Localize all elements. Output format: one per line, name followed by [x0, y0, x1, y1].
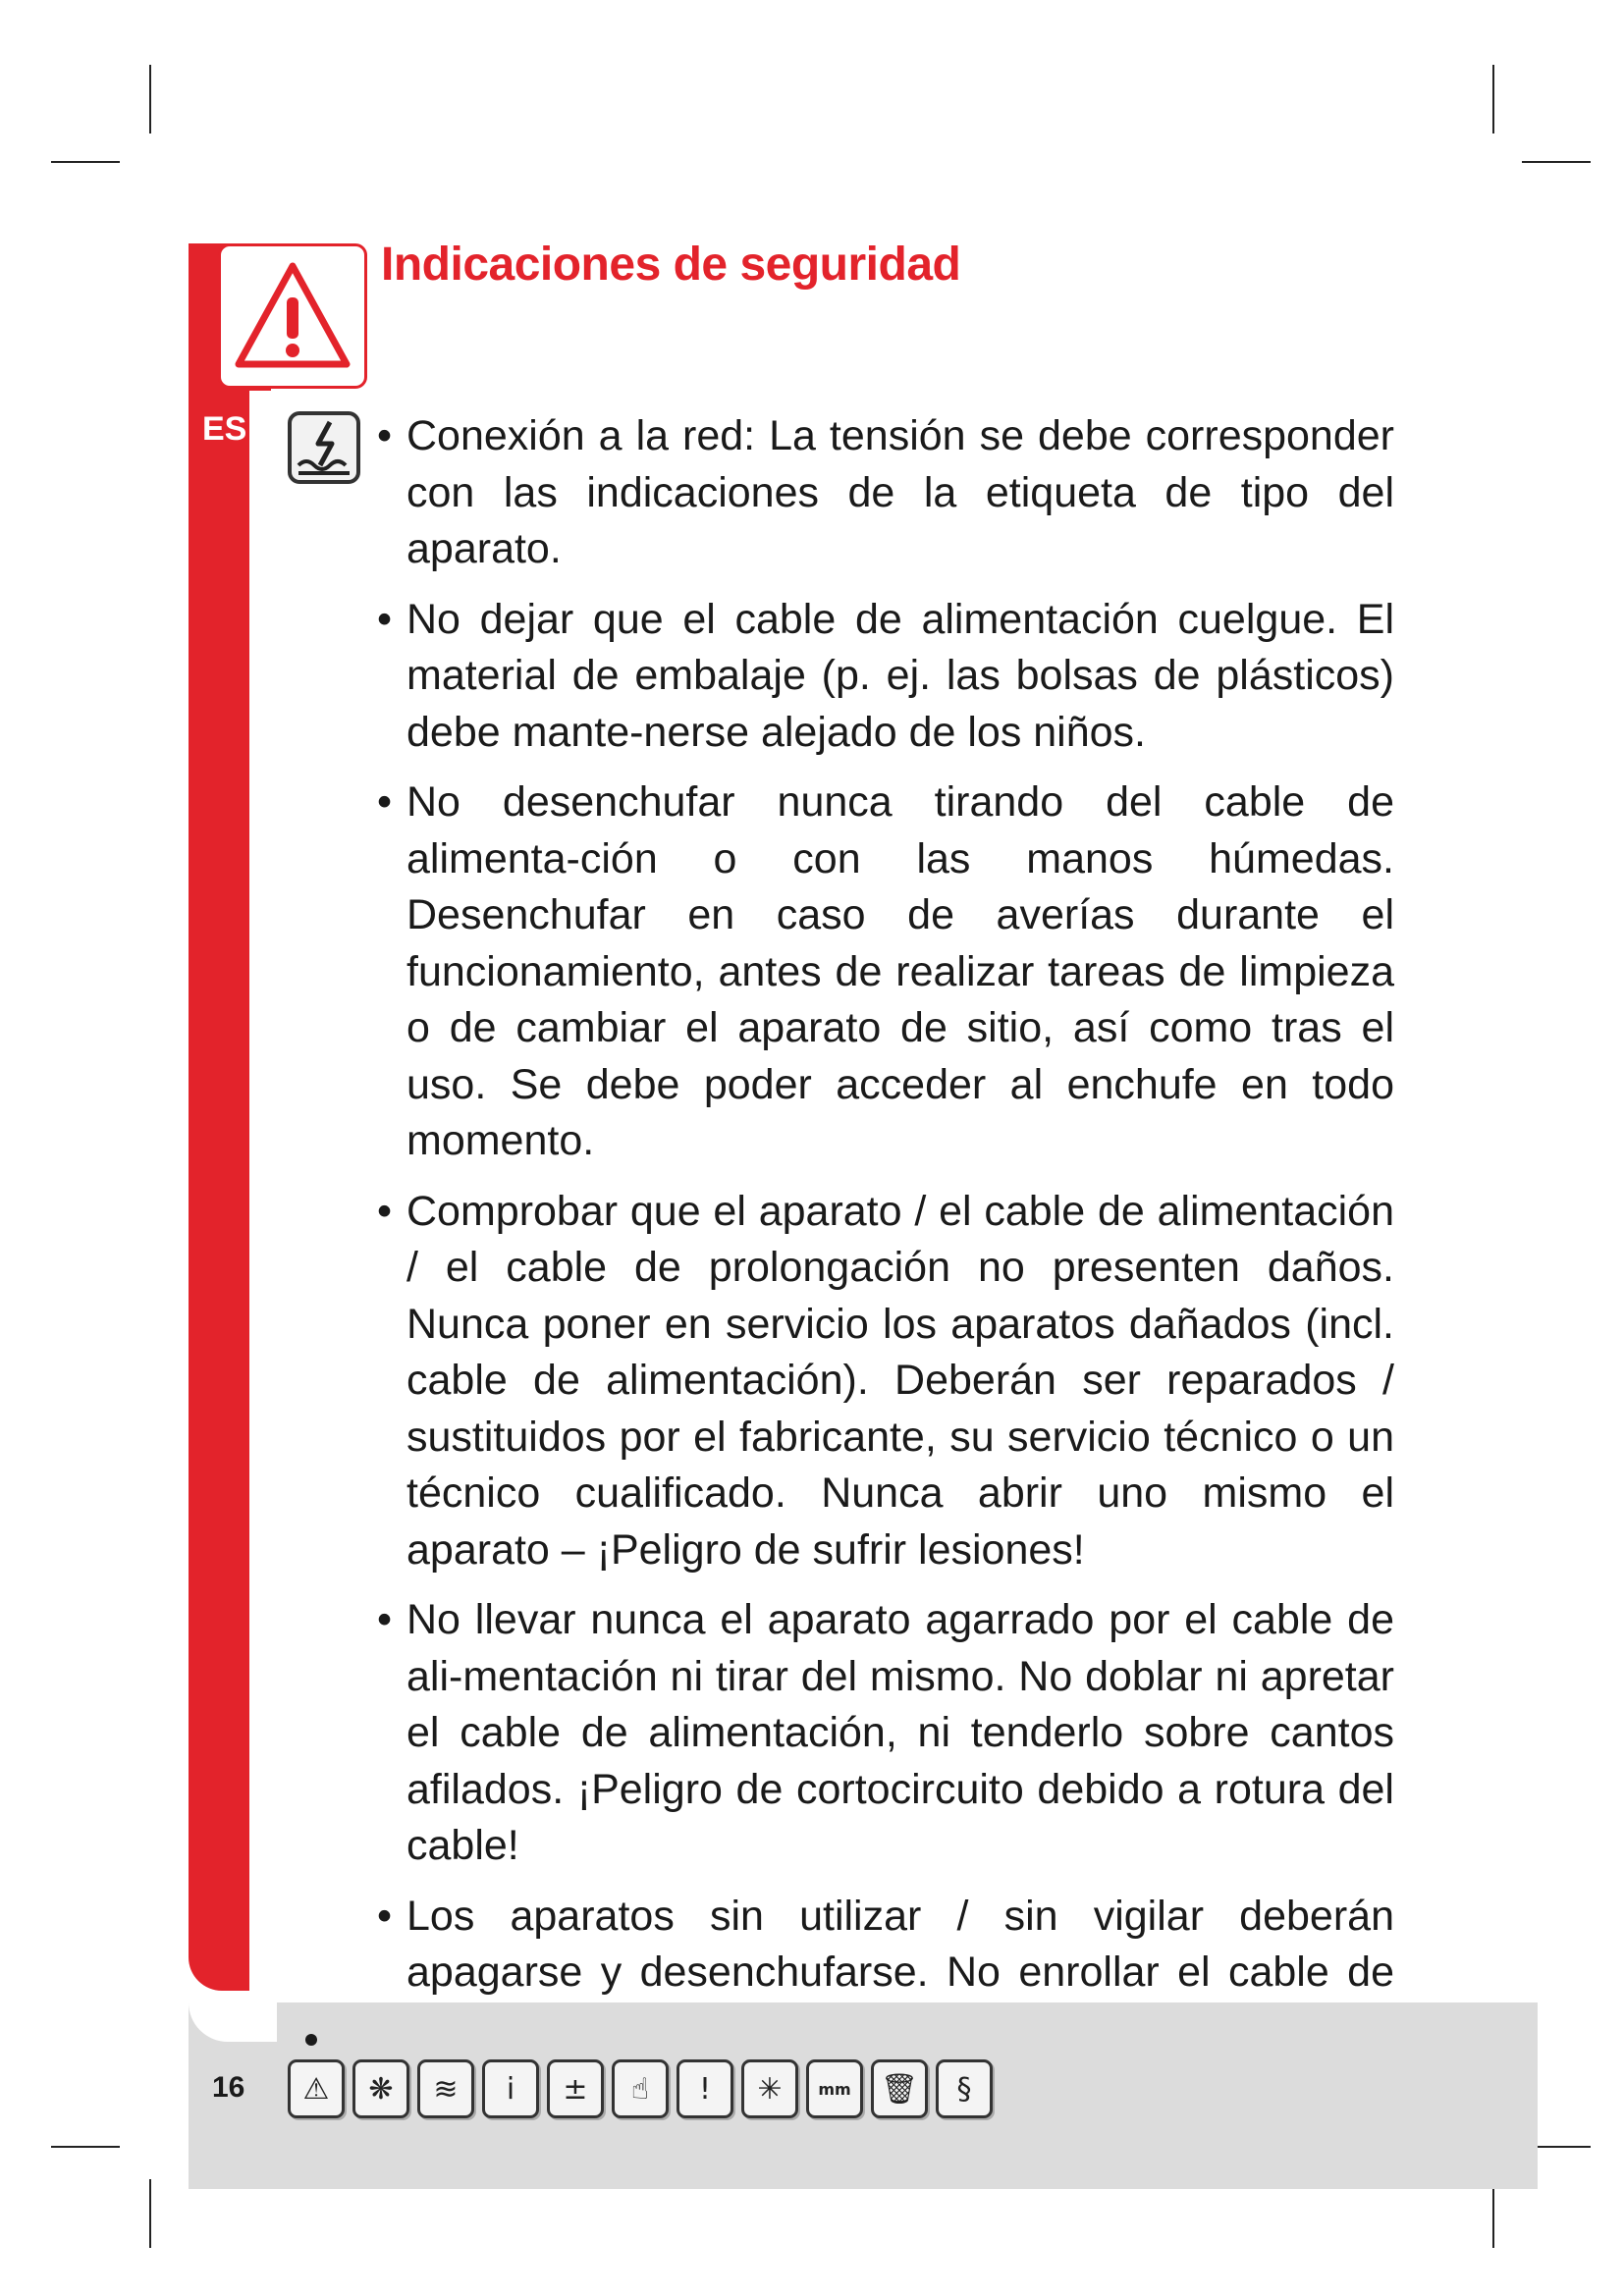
crop-mark	[1492, 2179, 1494, 2248]
list-item: • Conexión a la red: La tensión se debe corresponder con las indicaciones de la etiqueta de tipo del aparato.	[377, 412, 1394, 572]
plus-minus-icon[interactable]: ±	[547, 2059, 604, 2118]
section-nav-icons	[288, 2059, 993, 2118]
trash-icon[interactable]: 🗑	[871, 2059, 928, 2118]
fan-icon[interactable]: ❋	[352, 2059, 409, 2118]
page-number: 16	[212, 2071, 245, 2104]
crop-mark	[1492, 65, 1494, 133]
language-label: ES	[202, 410, 247, 448]
ruler-icon[interactable]: mm	[806, 2059, 863, 2118]
page-title: Indicaciones de seguridad	[381, 239, 961, 291]
crop-mark	[149, 65, 151, 133]
section-icon[interactable]: §	[936, 2059, 993, 2118]
heat-waves-icon[interactable]: ≋	[417, 2059, 474, 2118]
exclamation-icon[interactable]: !	[677, 2059, 733, 2118]
list-item: • No desenchufar nunca tirando del cable de alimenta-ción o con las manos húmedas. Desenchufar en caso de averías durante el funcionamiento, antes de realizar tareas de limpieza o de cambiar el aparato de sitio, así como tras el uso. Se debe poder acceder al enchufe en todo momento.	[377, 778, 1394, 1164]
language-side-bar	[189, 243, 249, 1991]
safety-instructions	[377, 408, 1394, 2071]
crop-mark	[51, 2146, 120, 2148]
hand-icon[interactable]: ☝	[612, 2059, 669, 2118]
snowflake-icon[interactable]: ✳	[741, 2059, 798, 2118]
warning-triangle-icon	[218, 243, 367, 389]
crop-mark	[1522, 161, 1591, 163]
electric-shock-water-icon	[287, 410, 363, 487]
list-item: • No llevar nunca el aparato agarrado por el cable de ali-mentación ni tirar del mismo. No doblar ni apretar el cable de alimentación, ni tenderlo sobre cantos afilados. ¡Peligro de cortocircuito debido a rotura del cable!	[377, 1596, 1394, 1869]
crop-mark	[149, 2179, 151, 2248]
list-item: • Comprobar que el aparato / el cable de alimentación / el cable de prolongación no presenten daños. Nunca poner en servicio los aparatos dañados (incl. cable de alimentación). Deberán ser reparados / sustituidos por el fabricante, su servicio técnico o un técnico cualificado. Nunca abrir uno mismo el aparato – ¡Peligro de sufrir lesiones!	[377, 1187, 1394, 1574]
list-item: • Los aparatos sin utilizar / sin vigilar deberán apagarse y desenchufarse. No enrollar el cable de	[377, 1892, 1394, 1996]
warning-icon[interactable]: ⚠	[288, 2059, 345, 2118]
info-icon[interactable]: i	[482, 2059, 539, 2118]
list-item: • No dejar que el cable de alimentación cuelgue. El material de embalaje (p. ej. las bolsas de plásticos) debe mante-nerse alejado de los niños.	[377, 595, 1394, 756]
crop-mark	[51, 161, 120, 163]
current-section-indicator	[305, 2034, 317, 2046]
